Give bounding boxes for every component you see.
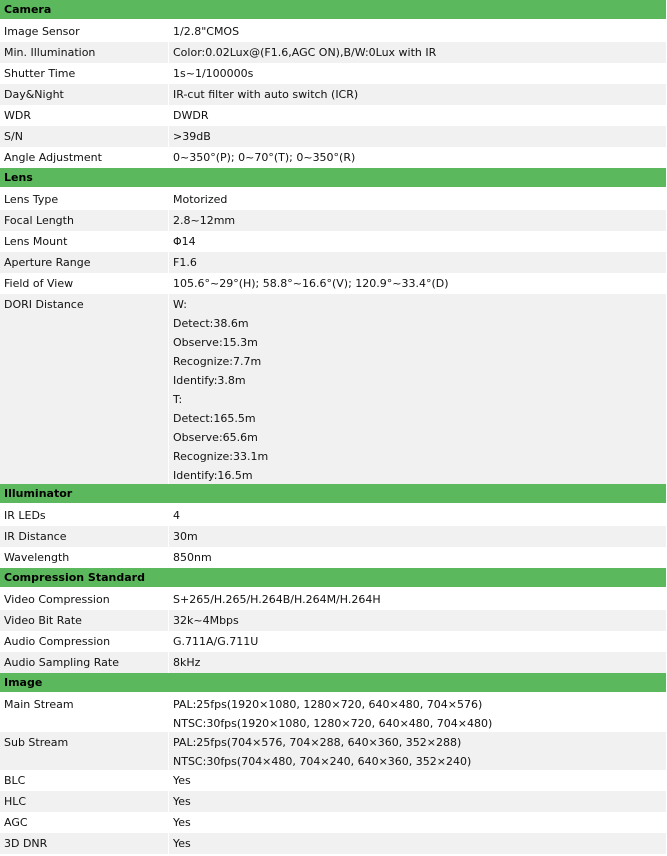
spec-row-lens-mount xyxy=(0,231,666,252)
spec-value-line: Yes xyxy=(173,795,191,808)
spec-label-text: Audio Sampling Rate xyxy=(4,656,119,669)
spec-label-text: AGC xyxy=(4,816,28,829)
spec-label-text: IR Distance xyxy=(4,530,67,543)
spec-label-text: Lens Mount xyxy=(4,235,68,248)
spec-value-line: S+265/H.265/H.264B/H.264M/H.264H xyxy=(173,593,381,606)
spec-row-wavelength xyxy=(0,547,666,568)
spec-value-line: 30m xyxy=(173,530,198,543)
spec-label xyxy=(0,252,169,273)
spec-value-line: Yes xyxy=(173,837,191,850)
spec-value xyxy=(169,631,666,652)
spec-value-line: F1.6 xyxy=(173,256,197,269)
spec-value-line: Observe:65.6m xyxy=(173,431,258,444)
spec-value-line: Recognize:7.7m xyxy=(173,355,262,368)
spec-value-line: >39dB xyxy=(173,130,211,143)
spec-label xyxy=(0,189,169,210)
spec-row-shutter-time xyxy=(0,63,666,84)
spec-label xyxy=(0,732,169,770)
spec-label xyxy=(0,610,169,631)
spec-value-line: W: xyxy=(173,298,187,311)
spec-value-line: PAL:25fps(704×576, 704×288, 640×360, 352×288) xyxy=(173,736,462,749)
spec-value-line: Identify:3.8m xyxy=(173,374,246,387)
spec-value-line: 4 xyxy=(173,509,180,522)
spec-row-audio-sampling-rate xyxy=(0,652,666,673)
spec-value-line: PAL:25fps(1920×1080, 1280×720, 640×480, 704×576) xyxy=(173,698,483,711)
spec-row-ir-distance xyxy=(0,526,666,547)
spec-label xyxy=(0,273,169,294)
spec-value-line: NTSC:30fps(1920×1080, 1280×720, 640×480, 704×480) xyxy=(173,717,493,730)
spec-value-line: 8kHz xyxy=(173,656,201,669)
spec-value-line: 32k~4Mbps xyxy=(173,614,239,627)
spec-label-text: Lens Type xyxy=(4,193,59,206)
spec-value-line: Motorized xyxy=(173,193,228,206)
spec-label-text: Video Bit Rate xyxy=(4,614,82,627)
spec-value xyxy=(169,833,666,854)
spec-label-text: Wavelength xyxy=(4,551,70,564)
spec-value xyxy=(169,694,666,732)
spec-row-sub-stream xyxy=(0,732,666,770)
spec-label xyxy=(0,505,169,526)
spec-label-text: IR LEDs xyxy=(4,509,46,522)
spec-value-line: 1/2.8"CMOS xyxy=(173,25,240,38)
spec-value-line: Color:0.02Lux@(F1.6,AGC ON),B/W:0Lux with IR xyxy=(173,46,437,59)
spec-label-text: Image Sensor xyxy=(4,25,80,38)
spec-value xyxy=(169,505,666,526)
spec-label-text: Sub Stream xyxy=(4,736,69,749)
spec-label-text: Day&Night xyxy=(4,88,64,101)
spec-value xyxy=(169,231,666,252)
spec-label-text: 3D DNR xyxy=(4,837,48,850)
spec-value-line: Yes xyxy=(173,774,191,787)
spec-label-text: DORI Distance xyxy=(4,298,84,311)
spec-label xyxy=(0,126,169,147)
spec-label-text: HLC xyxy=(4,795,27,808)
spec-label-text: Aperture Range xyxy=(4,256,91,269)
spec-value-line: Observe:15.3m xyxy=(173,336,258,349)
spec-value-line: 0~350°(P); 0~70°(T); 0~350°(R) xyxy=(173,151,356,164)
spec-value-line: Recognize:33.1m xyxy=(173,450,269,463)
spec-label xyxy=(0,833,169,854)
spec-row-angle-adjustment xyxy=(0,147,666,168)
section-header-camera: Camera xyxy=(0,0,666,21)
spec-label-text: WDR xyxy=(4,109,31,122)
spec-label-text: Audio Compression xyxy=(4,635,111,648)
spec-label xyxy=(0,812,169,833)
spec-value xyxy=(169,63,666,84)
spec-label-text: Angle Adjustment xyxy=(4,151,102,164)
spec-label xyxy=(0,694,169,732)
spec-label xyxy=(0,210,169,231)
spec-label xyxy=(0,770,169,791)
spec-value xyxy=(169,294,666,484)
spec-label-text: Focal Length xyxy=(4,214,74,227)
spec-label-text: S/N xyxy=(4,130,23,143)
spec-row-blc xyxy=(0,770,666,791)
spec-value xyxy=(169,652,666,673)
spec-row-wdr xyxy=(0,105,666,126)
spec-value xyxy=(169,770,666,791)
spec-value-line: T: xyxy=(173,393,183,406)
spec-label-text: Video Compression xyxy=(4,593,110,606)
spec-row-video-compression xyxy=(0,589,666,610)
spec-value xyxy=(169,84,666,105)
spec-label xyxy=(0,631,169,652)
spec-value-line: Detect:38.6m xyxy=(173,317,249,330)
spec-value xyxy=(169,210,666,231)
spec-value xyxy=(169,547,666,568)
spec-value-line: 105.6°~29°(H); 58.8°~16.6°(V); 120.9°~33.4°(D) xyxy=(173,277,449,290)
spec-value xyxy=(169,610,666,631)
spec-value xyxy=(169,273,666,294)
spec-row-3d-dnr xyxy=(0,833,666,854)
spec-row-day-night xyxy=(0,84,666,105)
spec-row-aperture-range xyxy=(0,252,666,273)
spec-label xyxy=(0,791,169,812)
spec-label xyxy=(0,652,169,673)
spec-label-text: Min. Illumination xyxy=(4,46,96,59)
spec-value-line: DWDR xyxy=(173,109,209,122)
spec-value-line: IR-cut filter with auto switch (ICR) xyxy=(173,88,359,101)
section-header-image: Image xyxy=(0,673,666,694)
spec-row-ir-leds xyxy=(0,505,666,526)
spec-value xyxy=(169,791,666,812)
spec-value-line: Detect:165.5m xyxy=(173,412,256,425)
section-header-illuminator: Illuminator xyxy=(0,484,666,505)
spec-value xyxy=(169,126,666,147)
spec-label xyxy=(0,526,169,547)
spec-value xyxy=(169,21,666,42)
spec-value-line: G.711A/G.711U xyxy=(173,635,259,648)
spec-label xyxy=(0,84,169,105)
spec-label xyxy=(0,21,169,42)
spec-row-agc xyxy=(0,812,666,833)
spec-row-field-of-view xyxy=(0,273,666,294)
spec-label xyxy=(0,147,169,168)
spec-row-lens-type xyxy=(0,189,666,210)
spec-row-image-sensor xyxy=(0,21,666,42)
spec-value xyxy=(169,147,666,168)
spec-value xyxy=(169,189,666,210)
spec-value-line: NTSC:30fps(704×480, 704×240, 640×360, 352×240) xyxy=(173,755,472,768)
spec-label xyxy=(0,42,169,63)
spec-value xyxy=(169,589,666,610)
spec-label-text: Field of View xyxy=(4,277,74,290)
section-header-compression-standard: Compression Standard xyxy=(0,568,666,589)
spec-value xyxy=(169,42,666,63)
spec-value-line: 850nm xyxy=(173,551,212,564)
spec-row-audio-compression xyxy=(0,631,666,652)
spec-label-text: Main Stream xyxy=(4,698,74,711)
spec-value-line: 1s~1/100000s xyxy=(173,67,254,80)
spec-row-focal-length xyxy=(0,210,666,231)
spec-value xyxy=(169,732,666,770)
spec-label xyxy=(0,63,169,84)
section-header-lens: Lens xyxy=(0,168,666,189)
spec-row-s-n xyxy=(0,126,666,147)
spec-value xyxy=(169,105,666,126)
spec-value xyxy=(169,252,666,273)
spec-row-video-bit-rate xyxy=(0,610,666,631)
spec-value-line: Yes xyxy=(173,816,191,829)
spec-label xyxy=(0,294,169,484)
spec-value xyxy=(169,812,666,833)
spec-row-main-stream xyxy=(0,694,666,732)
spec-label xyxy=(0,105,169,126)
spec-value-line: 2.8~12mm xyxy=(173,214,236,227)
spec-label-text: BLC xyxy=(4,774,26,787)
spec-label-text: Shutter Time xyxy=(4,67,76,80)
spec-value-line: Φ14 xyxy=(173,235,196,248)
spec-label xyxy=(0,231,169,252)
spec-value xyxy=(169,526,666,547)
spec-row-dori-distance xyxy=(0,294,666,484)
spec-label xyxy=(0,589,169,610)
spec-row-min-illumination xyxy=(0,42,666,63)
spec-row-hlc xyxy=(0,791,666,812)
spec-label xyxy=(0,547,169,568)
spec-value-line: Identify:16.5m xyxy=(173,469,253,482)
